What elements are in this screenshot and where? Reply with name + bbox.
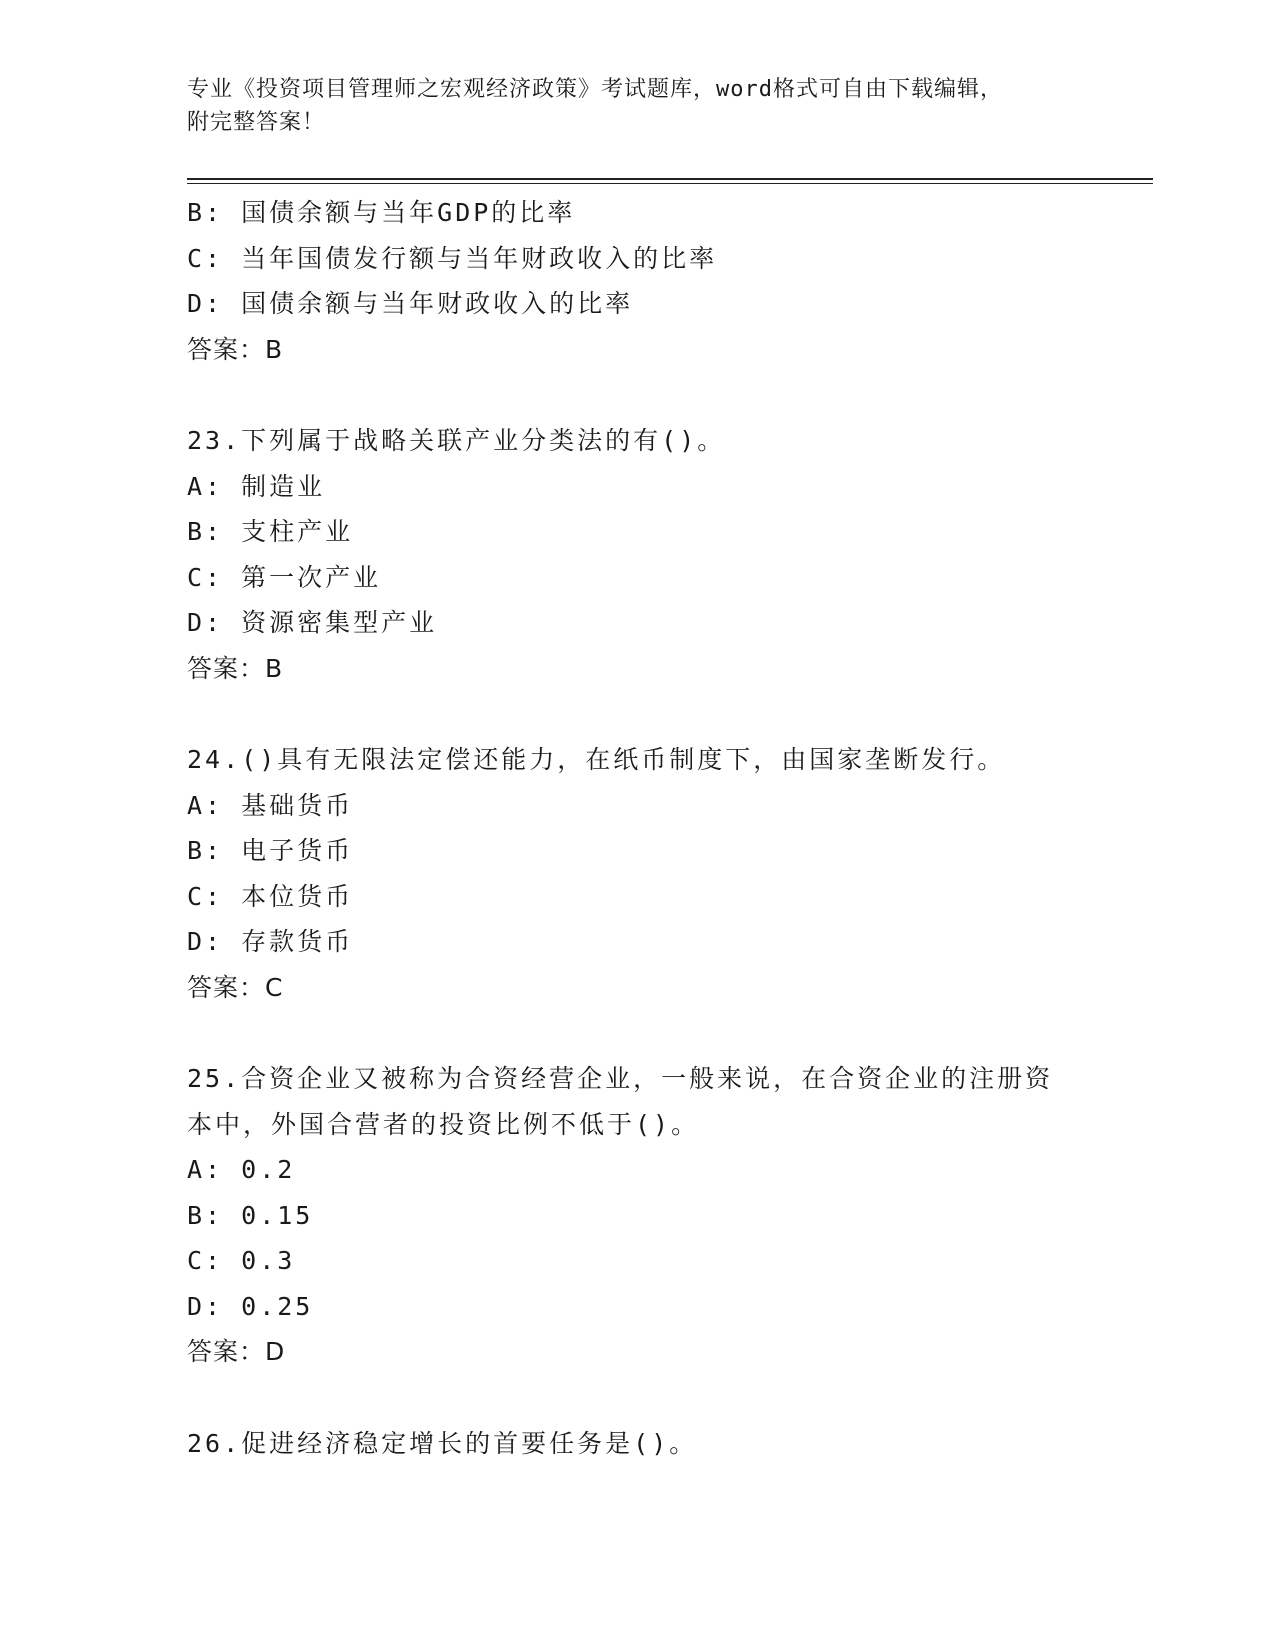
option-c: C: 本位货币: [187, 881, 354, 911]
spacer: [187, 1010, 1087, 1056]
option-d: D: 存款货币: [187, 927, 354, 956]
header-line-2: 附完整答案！: [187, 110, 326, 135]
option-b: B: 国债余额与当年GDP的比率: [187, 198, 576, 227]
option-c: C: 第一次产业: [187, 562, 382, 592]
option-b: B: 0.15: [187, 1200, 314, 1230]
answer-line: 答案：C: [187, 972, 284, 1002]
option-a: A: 制造业: [187, 471, 326, 501]
question-text: 24.()具有无限法定偿还能力，在纸币制度下，由国家垄断发行。: [187, 745, 1006, 774]
option-c: C: 0.3: [187, 1246, 296, 1275]
answer-line: 答案：D: [187, 1337, 286, 1366]
question-23: [187, 418, 1087, 691]
option-d: D: 0.25: [187, 1291, 314, 1321]
question-text: 26.促进经济稳定增长的首要任务是()。: [187, 1428, 698, 1458]
question-text: 23.下列属于战略关联产业分类法的有()。: [187, 426, 726, 455]
answer-line: 答案：B: [187, 653, 284, 683]
option-b: B: 支柱产业: [187, 517, 354, 546]
document-header: [187, 73, 1087, 139]
question-24: [187, 737, 1087, 1010]
spacer: [187, 1375, 1087, 1421]
spacer: [187, 691, 1087, 737]
header-divider-thin: [187, 183, 1153, 184]
question-text-line-2: 本中，外国合营者的投资比例不低于()。: [187, 1109, 700, 1139]
header-line-1: 专业《投资项目管理师之宏观经济政策》考试题库，word格式可自由下载编辑，: [187, 77, 1003, 102]
answer-line: 答案：B: [187, 334, 284, 364]
option-a: A: 基础货币: [187, 790, 354, 820]
option-b: B: 电子货币: [187, 836, 354, 865]
question-22-continuation: [187, 190, 1087, 372]
option-c: C: 当年国债发行额与当年财政收入的比率: [187, 243, 718, 273]
spacer: [187, 372, 1087, 418]
question-25: [187, 1056, 1087, 1375]
option-d: D: 国债余额与当年财政收入的比率: [187, 289, 634, 318]
question-26: [187, 1421, 1087, 1467]
header-divider-thick: [187, 178, 1153, 180]
question-text-line-1: 25.合资企业又被称为合资经营企业，一般来说，在合资企业的注册资: [187, 1064, 1054, 1093]
option-d: D: 资源密集型产业: [187, 608, 438, 637]
question-list: [187, 190, 1087, 1466]
option-a: A: 0.2: [187, 1155, 296, 1184]
